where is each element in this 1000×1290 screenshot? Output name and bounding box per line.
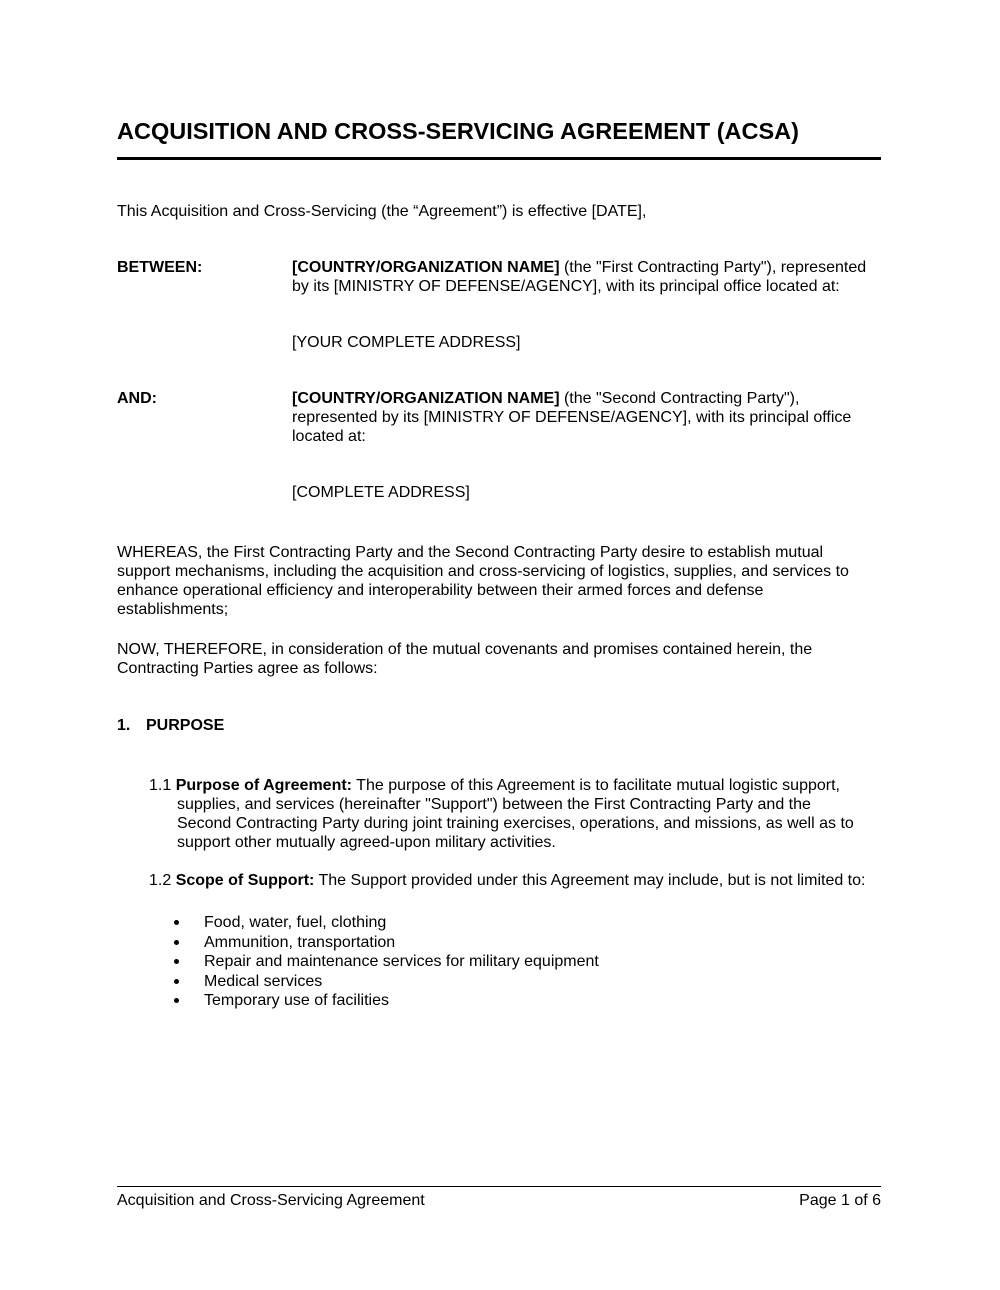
clause-1-1-number: 1.1 <box>149 777 176 794</box>
section-1-number: 1. <box>117 717 131 734</box>
bullet-icon <box>174 920 179 925</box>
second-party-line-1-rest: (the "Second Contracting Party"), <box>559 390 800 407</box>
clause-1-1-line-2: supplies, and services (hereinafter "Support") between the First Contracting Party and the <box>177 796 811 813</box>
whereas-line-1: WHEREAS, the First Contracting Party and the Second Contracting Party desire to establish mutual <box>117 544 824 561</box>
therefore-line-2: Contracting Parties agree as follows: <box>117 660 378 677</box>
second-party-name: [COUNTRY/ORGANIZATION NAME] <box>292 390 560 407</box>
clause-1-1 <box>149 776 889 852</box>
and-label: AND: <box>117 390 157 407</box>
bullet-icon <box>174 998 179 1003</box>
bullet-icon <box>174 940 179 945</box>
document-title: ACQUISITION AND CROSS-SERVICING AGREEMENT (ACSA) <box>117 118 799 144</box>
section-1-heading <box>117 716 224 735</box>
intro-paragraph: This Acquisition and Cross-Servicing (the “Agreement”) is effective [DATE], <box>117 203 647 220</box>
therefore-paragraph <box>117 640 882 678</box>
clause-1-2-text: The Support provided under this Agreement may include, but is not limited to: <box>314 872 866 889</box>
second-party-line-2: represented by its [MINISTRY OF DEFENSE/AGENCY], with its principal office <box>292 409 852 426</box>
whereas-line-4: establishments; <box>117 601 229 618</box>
list-item-text: Temporary use of facilities <box>204 992 389 1010</box>
list-item <box>171 933 599 953</box>
therefore-line-1: NOW, THEREFORE, in consideration of the mutual covenants and promises contained herein, the <box>117 641 813 658</box>
first-party-line-1 <box>292 258 884 277</box>
whereas-line-3: enhance operational efficiency and interoperability between their armed forces and defense <box>117 582 764 599</box>
footer-document-name: Acquisition and Cross-Servicing Agreement <box>117 1192 425 1209</box>
second-party-line-1 <box>292 389 884 408</box>
first-party-line-2: by its [MINISTRY OF DEFENSE/AGENCY], with its principal office located at: <box>292 278 840 295</box>
footer-page-number: Page 1 of 6 <box>799 1192 881 1209</box>
clause-1-1-line-1 <box>149 776 889 795</box>
second-party-line-3: located at: <box>292 428 366 445</box>
second-party-address: [COMPLETE ADDRESS] <box>292 484 470 501</box>
first-party-address: [YOUR COMPLETE ADDRESS] <box>292 334 521 351</box>
clause-1-2-title: Scope of Support: <box>175 872 315 889</box>
support-list <box>171 913 599 1011</box>
list-item <box>171 991 599 1011</box>
list-item-text: Repair and maintenance services for military equipment <box>204 953 599 971</box>
first-party-block <box>292 258 884 296</box>
section-1-title: PURPOSE <box>146 717 225 734</box>
clause-1-2-line-1 <box>149 871 889 890</box>
title-underline <box>117 157 881 160</box>
bullet-icon <box>174 979 179 984</box>
whereas-paragraph <box>117 543 882 619</box>
list-item <box>171 952 599 972</box>
list-item-text: Medical services <box>204 972 323 990</box>
list-item-text: Ammunition, transportation <box>204 933 396 951</box>
clause-1-1-title: Purpose of Agreement: <box>175 777 353 794</box>
bullet-icon <box>174 959 179 964</box>
first-party-line-1-rest: (the "First Contracting Party"), represented <box>559 259 867 276</box>
whereas-line-2: support mechanisms, including the acquisition and cross-servicing of logistics, supplies, and services to <box>117 563 849 580</box>
list-item-text: Food, water, fuel, clothing <box>204 914 387 931</box>
between-label: BETWEEN: <box>117 259 203 276</box>
clause-1-1-line-3: Second Contracting Party during joint training exercises, operations, and missions, as well as to <box>177 815 854 832</box>
clause-1-2 <box>149 871 889 890</box>
footer-rule <box>117 1186 881 1187</box>
clause-1-2-number: 1.2 <box>149 872 176 889</box>
list-item <box>171 972 599 992</box>
clause-1-1-line-1-rest: The purpose of this Agreement is to facilitate mutual logistic support, <box>352 777 840 794</box>
list-item <box>171 913 599 933</box>
first-party-name: [COUNTRY/ORGANIZATION NAME] <box>292 259 560 276</box>
second-party-block <box>292 389 884 446</box>
clause-1-1-line-4: support other mutually agreed-upon military activities. <box>177 834 556 851</box>
